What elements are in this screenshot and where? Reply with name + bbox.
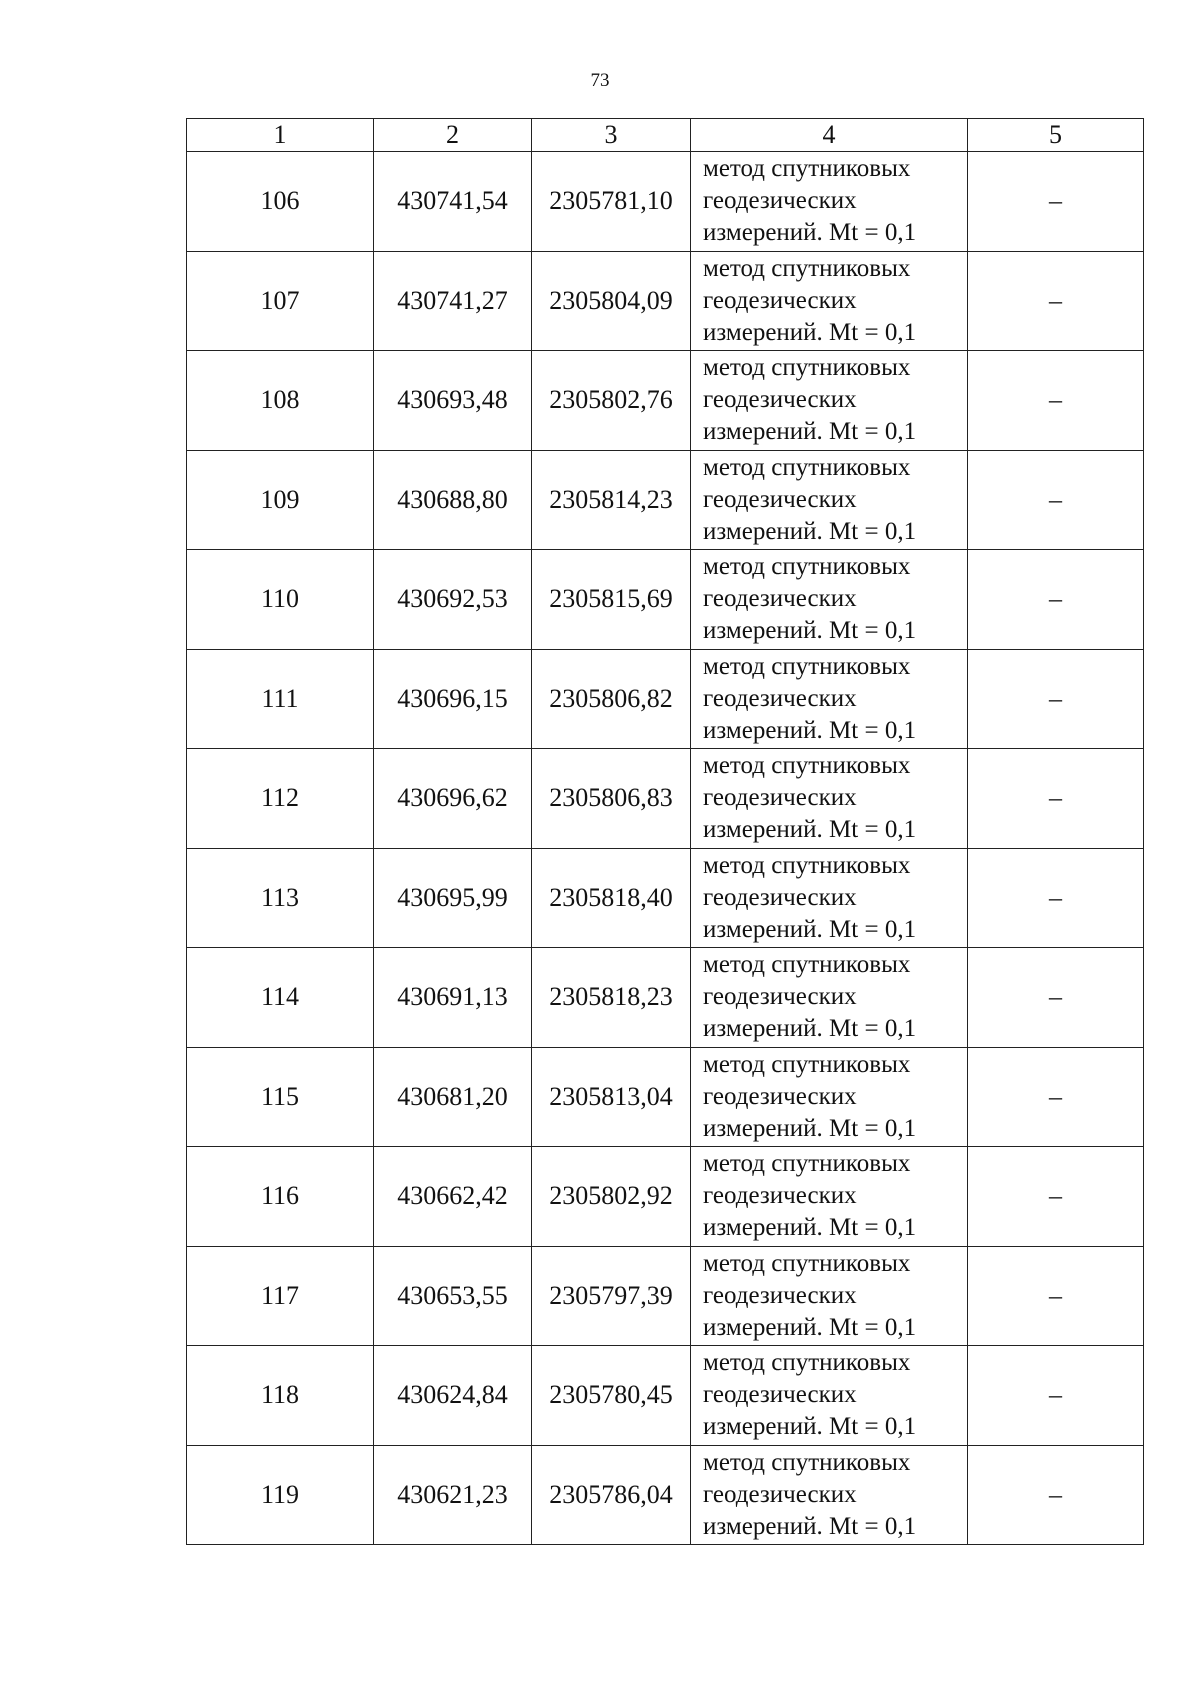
x-coordinate-cell: 430693,48: [374, 351, 532, 451]
x-coordinate-cell: 430741,54: [374, 152, 532, 252]
y-coordinate-cell: 2305813,04: [532, 1047, 691, 1147]
table-row: [187, 649, 1144, 749]
method-line: измерений. Mt = 0,1: [703, 816, 917, 844]
table-row: [187, 948, 1144, 1048]
note-cell: –: [968, 848, 1144, 948]
x-coordinate-cell: 430696,62: [374, 749, 532, 849]
header-cell: 2: [374, 119, 532, 152]
point-number-cell: 112: [187, 749, 374, 849]
method-line: метод спутниковых: [703, 553, 911, 581]
method-line: метод спутниковых: [703, 851, 911, 879]
header-cell: 1: [187, 119, 374, 152]
method-line: измерений. Mt = 0,1: [703, 1413, 917, 1441]
y-coordinate-cell: 2305806,83: [532, 749, 691, 849]
method-cell: [691, 1346, 968, 1446]
method-line: геодезических: [703, 1480, 857, 1508]
point-number-cell: 109: [187, 450, 374, 550]
table-row: [187, 1246, 1144, 1346]
method-line: метод спутниковых: [703, 951, 911, 979]
y-coordinate-cell: 2305797,39: [532, 1246, 691, 1346]
method-line: измерений. Mt = 0,1: [703, 318, 917, 346]
point-number-cell: 111: [187, 649, 374, 749]
method-cell: [691, 152, 968, 252]
method-line: геодезических: [703, 883, 857, 911]
method-line: геодезических: [703, 684, 857, 712]
table-row: [187, 1047, 1144, 1147]
method-line: геодезических: [703, 386, 857, 414]
point-number-cell: 114: [187, 948, 374, 1048]
method-line: измерений. Mt = 0,1: [703, 1015, 917, 1043]
method-line: геодезических: [703, 1381, 857, 1409]
y-coordinate-cell: 2305802,76: [532, 351, 691, 451]
method-line: геодезических: [703, 1082, 857, 1110]
table-row: [187, 251, 1144, 351]
method-line: геодезических: [703, 1182, 857, 1210]
method-line: измерений. Mt = 0,1: [703, 1512, 917, 1540]
method-line: метод спутниковых: [703, 155, 911, 183]
note-cell: –: [968, 948, 1144, 1048]
method-line: геодезических: [703, 1281, 857, 1309]
method-line: метод спутниковых: [703, 1050, 911, 1078]
y-coordinate-cell: 2305786,04: [532, 1445, 691, 1545]
method-line: метод спутниковых: [703, 652, 911, 680]
table-row: [187, 1346, 1144, 1446]
point-number-cell: 119: [187, 1445, 374, 1545]
point-number-cell: 108: [187, 351, 374, 451]
note-cell: –: [968, 351, 1144, 451]
method-line: метод спутниковых: [703, 752, 911, 780]
table-row: [187, 848, 1144, 948]
method-line: геодезических: [703, 485, 857, 513]
header-cell: 5: [968, 119, 1144, 152]
method-line: геодезических: [703, 585, 857, 613]
note-cell: –: [968, 251, 1144, 351]
y-coordinate-cell: 2305815,69: [532, 550, 691, 650]
method-line: метод спутниковых: [703, 254, 911, 282]
method-line: измерений. Mt = 0,1: [703, 1313, 917, 1341]
x-coordinate-cell: 430681,20: [374, 1047, 532, 1147]
method-cell: [691, 1047, 968, 1147]
y-coordinate-cell: 2305780,45: [532, 1346, 691, 1446]
point-number-cell: 116: [187, 1147, 374, 1247]
note-cell: –: [968, 1246, 1144, 1346]
note-cell: –: [968, 1346, 1144, 1446]
method-cell: [691, 550, 968, 650]
method-cell: [691, 848, 968, 948]
y-coordinate-cell: 2305804,09: [532, 251, 691, 351]
x-coordinate-cell: 430621,23: [374, 1445, 532, 1545]
note-cell: –: [968, 1147, 1144, 1247]
x-coordinate-cell: 430696,15: [374, 649, 532, 749]
method-line: геодезических: [703, 983, 857, 1011]
table-row: [187, 749, 1144, 849]
y-coordinate-cell: 2305806,82: [532, 649, 691, 749]
method-cell: [691, 948, 968, 1048]
table-body: [187, 152, 1144, 1545]
table-row: [187, 550, 1144, 650]
method-line: измерений. Mt = 0,1: [703, 1114, 917, 1142]
method-cell: [691, 649, 968, 749]
y-coordinate-cell: 2305781,10: [532, 152, 691, 252]
point-number-cell: 113: [187, 848, 374, 948]
y-coordinate-cell: 2305818,23: [532, 948, 691, 1048]
header-cell: 4: [691, 119, 968, 152]
method-line: измерений. Mt = 0,1: [703, 219, 917, 247]
x-coordinate-cell: 430662,42: [374, 1147, 532, 1247]
note-cell: –: [968, 152, 1144, 252]
table-row: [187, 351, 1144, 451]
y-coordinate-cell: 2305802,92: [532, 1147, 691, 1247]
method-cell: [691, 1147, 968, 1247]
method-cell: [691, 1246, 968, 1346]
note-cell: –: [968, 450, 1144, 550]
note-cell: –: [968, 550, 1144, 650]
point-number-cell: 110: [187, 550, 374, 650]
method-line: метод спутниковых: [703, 1249, 911, 1277]
point-number-cell: 106: [187, 152, 374, 252]
method-cell: [691, 351, 968, 451]
method-line: метод спутниковых: [703, 354, 911, 382]
point-number-cell: 117: [187, 1246, 374, 1346]
method-line: геодезических: [703, 286, 857, 314]
method-line: измерений. Mt = 0,1: [703, 915, 917, 943]
method-line: геодезических: [703, 187, 857, 215]
method-cell: [691, 251, 968, 351]
note-cell: –: [968, 1445, 1144, 1545]
y-coordinate-cell: 2305818,40: [532, 848, 691, 948]
method-line: метод спутниковых: [703, 1448, 911, 1476]
point-number-cell: 118: [187, 1346, 374, 1446]
method-line: измерений. Mt = 0,1: [703, 517, 917, 545]
note-cell: –: [968, 1047, 1144, 1147]
x-coordinate-cell: 430695,99: [374, 848, 532, 948]
header-row: [187, 119, 1144, 152]
table-row: [187, 1147, 1144, 1247]
method-cell: [691, 1445, 968, 1545]
table-row: [187, 152, 1144, 252]
method-line: измерений. Mt = 0,1: [703, 418, 917, 446]
note-cell: –: [968, 749, 1144, 849]
table-row: [187, 1445, 1144, 1545]
x-coordinate-cell: 430692,53: [374, 550, 532, 650]
point-number-cell: 107: [187, 251, 374, 351]
method-line: измерений. Mt = 0,1: [703, 1214, 917, 1242]
header-cell: 3: [532, 119, 691, 152]
page-number: 73: [590, 70, 610, 91]
table-row: [187, 450, 1144, 550]
method-line: измерений. Mt = 0,1: [703, 716, 917, 744]
table-header: [187, 119, 1144, 152]
method-line: метод спутниковых: [703, 1349, 911, 1377]
x-coordinate-cell: 430653,55: [374, 1246, 532, 1346]
method-cell: [691, 749, 968, 849]
x-coordinate-cell: 430741,27: [374, 251, 532, 351]
x-coordinate-cell: 430691,13: [374, 948, 532, 1048]
method-line: измерений. Mt = 0,1: [703, 617, 917, 645]
coordinates-table: [186, 118, 1144, 1545]
method-cell: [691, 450, 968, 550]
x-coordinate-cell: 430688,80: [374, 450, 532, 550]
method-line: метод спутниковых: [703, 1150, 911, 1178]
note-cell: –: [968, 649, 1144, 749]
y-coordinate-cell: 2305814,23: [532, 450, 691, 550]
x-coordinate-cell: 430624,84: [374, 1346, 532, 1446]
point-number-cell: 115: [187, 1047, 374, 1147]
method-line: метод спутниковых: [703, 453, 911, 481]
method-line: геодезических: [703, 784, 857, 812]
